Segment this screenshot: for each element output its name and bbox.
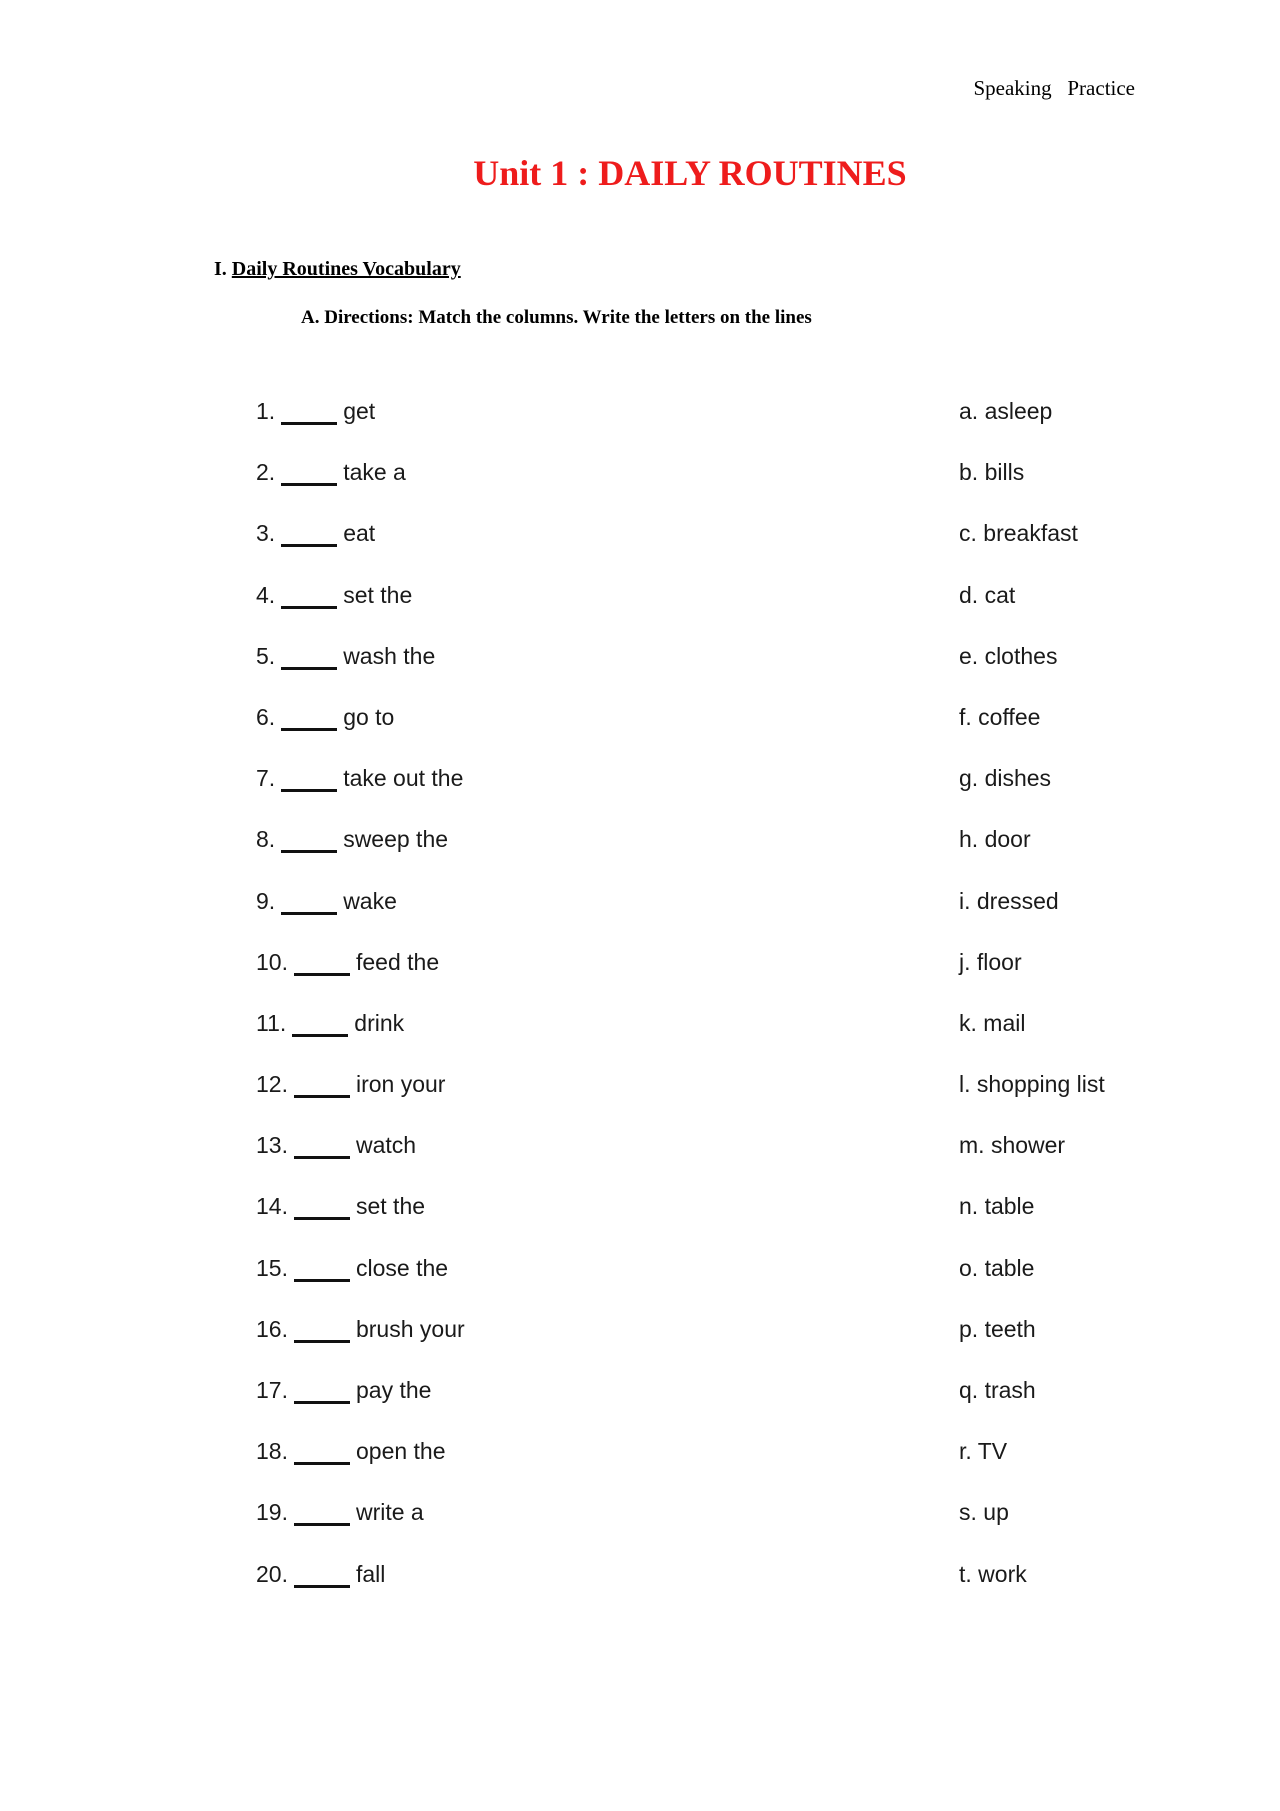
question-item bbox=[256, 1071, 445, 1098]
question-text: close the bbox=[355, 1254, 449, 1281]
answer-blank[interactable] bbox=[281, 768, 337, 792]
answer-option: a. asleep bbox=[959, 398, 1053, 424]
question-number: 12. bbox=[256, 1071, 288, 1098]
matching-row bbox=[256, 1561, 1116, 1622]
answer-blank[interactable] bbox=[294, 1135, 350, 1159]
answer-option: p. teeth bbox=[959, 1315, 1036, 1342]
answer-option: o. table bbox=[959, 1254, 1035, 1281]
question-text: sweep the bbox=[343, 826, 449, 853]
question-text: get bbox=[343, 398, 376, 424]
page-title: Unit 1 : DAILY ROUTINES bbox=[473, 153, 907, 193]
matching-row bbox=[256, 1010, 1116, 1071]
matching-row bbox=[256, 643, 1116, 704]
answer-blank[interactable] bbox=[294, 952, 350, 976]
question-item bbox=[256, 643, 435, 670]
question-number: 20. bbox=[256, 1560, 288, 1587]
question-item bbox=[256, 1561, 385, 1588]
answer-blank[interactable] bbox=[294, 1196, 350, 1220]
question-number: 18. bbox=[256, 1438, 288, 1465]
answer-blank[interactable] bbox=[281, 891, 337, 915]
question-item bbox=[256, 765, 463, 792]
question-item bbox=[256, 459, 406, 486]
matching-row bbox=[256, 1071, 1116, 1132]
section-title: Daily Routines Vocabulary bbox=[231, 258, 461, 280]
header-right-text: Speaking Practice bbox=[973, 76, 1135, 100]
answer-option: j. floor bbox=[959, 948, 1022, 975]
section-heading bbox=[214, 258, 461, 281]
answer-blank[interactable] bbox=[294, 1258, 350, 1282]
question-text: eat bbox=[343, 520, 376, 547]
matching-row bbox=[256, 1193, 1116, 1254]
question-item bbox=[256, 1499, 424, 1526]
question-item bbox=[256, 1438, 446, 1465]
question-number: 13. bbox=[256, 1132, 288, 1159]
answer-blank[interactable] bbox=[294, 1380, 350, 1404]
question-text: take a bbox=[343, 459, 406, 486]
question-text: fall bbox=[355, 1560, 386, 1587]
answer-blank[interactable] bbox=[294, 1564, 350, 1588]
question-number: 5. bbox=[256, 642, 276, 669]
answer-option: t. work bbox=[959, 1560, 1027, 1587]
answer-option: d. cat bbox=[959, 581, 1016, 608]
answer-blank[interactable] bbox=[281, 523, 337, 547]
section-number: I. bbox=[214, 258, 227, 280]
question-text: feed the bbox=[355, 948, 440, 975]
question-number: 14. bbox=[256, 1193, 288, 1220]
question-number: 8. bbox=[256, 826, 276, 853]
answer-blank[interactable] bbox=[281, 462, 337, 486]
question-item bbox=[256, 582, 412, 609]
question-number: 17. bbox=[256, 1377, 288, 1403]
matching-list bbox=[256, 398, 1116, 1622]
answer-blank[interactable] bbox=[281, 585, 337, 609]
matching-row bbox=[256, 704, 1116, 765]
answer-blank[interactable] bbox=[281, 646, 337, 670]
answer-option: b. bills bbox=[959, 459, 1025, 486]
question-number: 10. bbox=[256, 948, 288, 975]
answer-blank[interactable] bbox=[292, 1013, 348, 1037]
matching-row bbox=[256, 1499, 1116, 1560]
answer-option: i. dressed bbox=[959, 887, 1059, 914]
question-text: set the bbox=[355, 1193, 426, 1220]
matching-row bbox=[256, 1438, 1116, 1499]
answer-option: e. clothes bbox=[959, 642, 1058, 669]
question-item bbox=[256, 826, 448, 853]
question-text: wash the bbox=[343, 642, 436, 669]
matching-row bbox=[256, 826, 1116, 887]
question-number: 6. bbox=[256, 703, 276, 730]
question-number: 2. bbox=[256, 459, 276, 486]
answer-option: m. shower bbox=[959, 1132, 1066, 1159]
question-text: wake bbox=[343, 887, 397, 914]
question-item bbox=[256, 704, 394, 731]
answer-option: k. mail bbox=[959, 1009, 1026, 1036]
answer-option: r. TV bbox=[959, 1438, 1008, 1465]
question-number: 1. bbox=[256, 398, 276, 424]
question-number: 19. bbox=[256, 1499, 288, 1526]
directions: A. Directions: Match the columns. Write the letters on the lines bbox=[301, 307, 812, 328]
answer-blank[interactable] bbox=[294, 1074, 350, 1098]
question-number: 9. bbox=[256, 887, 276, 914]
question-item bbox=[256, 1193, 425, 1220]
question-item bbox=[256, 949, 439, 976]
question-text: take out the bbox=[343, 765, 464, 792]
question-item bbox=[256, 398, 375, 425]
question-item bbox=[256, 520, 375, 547]
matching-row bbox=[256, 888, 1116, 949]
question-text: open the bbox=[355, 1438, 446, 1465]
answer-blank[interactable] bbox=[294, 1441, 350, 1465]
matching-row bbox=[256, 1316, 1116, 1377]
answer-blank[interactable] bbox=[281, 707, 337, 731]
answer-option: g. dishes bbox=[959, 765, 1052, 792]
question-text: set the bbox=[343, 581, 413, 608]
question-item bbox=[256, 1132, 416, 1159]
matching-row bbox=[256, 765, 1116, 826]
question-text: watch bbox=[355, 1132, 417, 1159]
question-number: 16. bbox=[256, 1315, 288, 1342]
answer-blank[interactable] bbox=[294, 1319, 350, 1343]
question-number: 7. bbox=[256, 765, 276, 792]
question-number: 3. bbox=[256, 520, 276, 547]
matching-row bbox=[256, 1377, 1116, 1438]
question-number: 15. bbox=[256, 1254, 288, 1281]
matching-row bbox=[256, 398, 1116, 459]
question-text: go to bbox=[343, 703, 395, 730]
question-item bbox=[256, 1377, 431, 1404]
answer-option: f. coffee bbox=[959, 703, 1041, 730]
answer-blank[interactable] bbox=[294, 1502, 350, 1526]
question-text: write a bbox=[355, 1499, 424, 1526]
question-item bbox=[256, 1010, 404, 1037]
question-text: iron your bbox=[355, 1071, 446, 1098]
question-item bbox=[256, 1316, 465, 1343]
matching-row bbox=[256, 1132, 1116, 1193]
question-number: 11. bbox=[256, 1009, 287, 1036]
matching-row bbox=[256, 582, 1116, 643]
matching-row bbox=[256, 1255, 1116, 1316]
answer-option: n. table bbox=[959, 1193, 1035, 1220]
answer-blank[interactable] bbox=[281, 401, 337, 425]
answer-option: l. shopping list bbox=[959, 1071, 1105, 1098]
question-text: pay the bbox=[355, 1377, 432, 1403]
answer-option: h. door bbox=[959, 826, 1031, 853]
question-text: drink bbox=[354, 1009, 405, 1036]
matching-row bbox=[256, 459, 1116, 520]
question-text: brush your bbox=[355, 1315, 465, 1342]
matching-row bbox=[256, 949, 1116, 1010]
answer-option: c. breakfast bbox=[959, 520, 1078, 547]
question-number: 4. bbox=[256, 581, 276, 608]
question-item bbox=[256, 888, 397, 915]
answer-blank[interactable] bbox=[281, 829, 337, 853]
question-item bbox=[256, 1255, 448, 1282]
matching-row bbox=[256, 520, 1116, 581]
answer-option: s. up bbox=[959, 1499, 1009, 1526]
answer-option: q. trash bbox=[959, 1377, 1036, 1403]
